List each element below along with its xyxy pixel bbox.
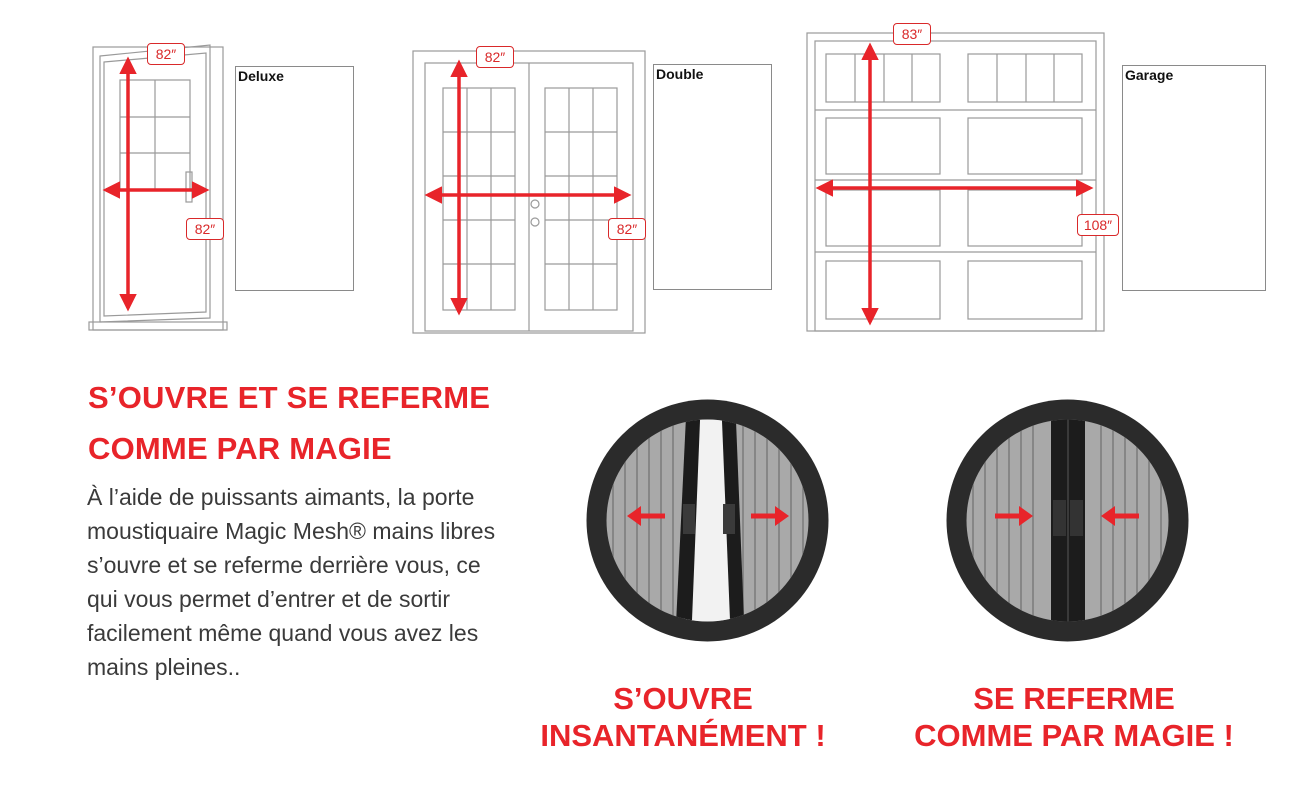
- double-spec-box: [653, 64, 772, 290]
- opening-caption: [533, 680, 833, 754]
- double-dimension-arrows: [428, 63, 628, 312]
- double-height-label: 82″: [476, 46, 514, 68]
- closing-caption-line-1: SE REFERME: [973, 681, 1175, 716]
- garage-height-label: 83″: [893, 23, 931, 45]
- garage-door-drawing: [807, 33, 1104, 331]
- headline-line-2: COMME PAR MAGIE: [88, 431, 392, 466]
- closing-caption: [908, 680, 1240, 754]
- description-text: À l’aide de puissants aimants, la porte moustiquaire Magic Mesh® mains libres s’ouvre et se referme derrière vous, ce qui vous permet d’entrer et de sortir facilement même quand vous avez les mains pleines..: [87, 484, 496, 680]
- deluxe-door-drawing: [89, 45, 227, 330]
- headline-line-1: S’OUVRE ET SE REFERME: [88, 380, 491, 415]
- opening-caption-line-1: S’OUVRE: [613, 681, 753, 716]
- double-width-label: 82″: [608, 218, 646, 240]
- double-title: Double: [656, 66, 704, 82]
- deluxe-spec-box: [235, 66, 354, 291]
- deluxe-height-label: 82″: [147, 43, 185, 65]
- double-door-drawing: [413, 51, 645, 333]
- deluxe-title: Deluxe: [238, 68, 284, 84]
- deluxe-dimension-arrows: [106, 60, 206, 308]
- opening-caption-line-2: INSANTANÉMENT !: [540, 718, 826, 753]
- garage-dimension-arrows: [819, 46, 1090, 322]
- garage-spec-box: [1122, 65, 1266, 291]
- closing-caption-line-2: COMME PAR MAGIE !: [914, 718, 1234, 753]
- opening-magnet-illustration: [583, 396, 832, 645]
- garage-title: Garage: [1125, 67, 1174, 83]
- closing-magnet-illustration: [943, 396, 1192, 645]
- door-diagrams: [0, 0, 1293, 345]
- deluxe-width-label: 82″: [186, 218, 224, 240]
- garage-width-label: 108″: [1077, 214, 1119, 236]
